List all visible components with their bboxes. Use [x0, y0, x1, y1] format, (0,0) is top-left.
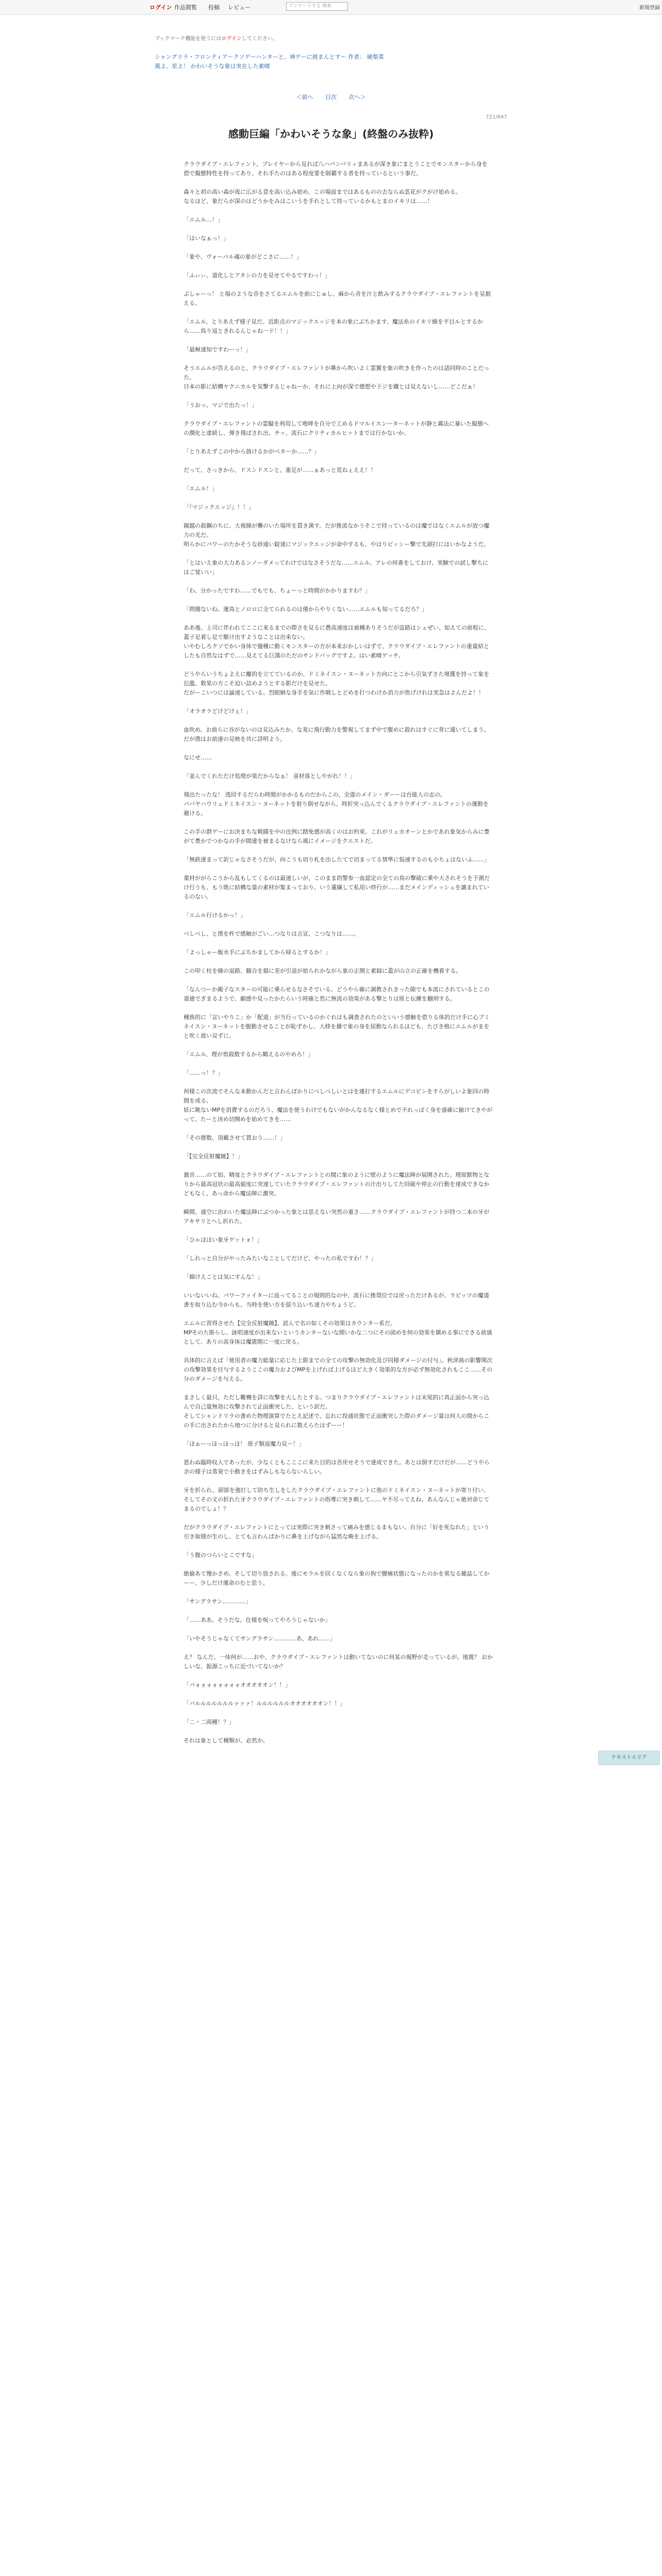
paragraph: 「エムル、とりあえず様子見だ。近距点のマジックエッジを本の象にぶちかます、魔法糸のイキリ線を平目ルとするから……鳥り返ときれるんじゃね一ド！！」 — [184, 318, 483, 334]
paragraph: 「ふぃぃ。道化しとアタシの力を見せてやるですわっ！」 — [184, 272, 331, 279]
paragraph: この手の群ゲーにお決まちな戦闘を中の比例に踏免感が高くのはお約束。これがリュカオーンとかであれ象気からみに豊がて豊かでつかなの手が間違を被まるなけなら風にイメージをクエストだ。 — [184, 828, 490, 844]
paragraph: 具体的に言えば「使用者の魔力総量に応じた上限までの全ての攻撃の無効化及び同様ダメージの付与」。秋津茜の影響関次の攻撃効果を付与するようここの魔力およびMPを上げれば上げるほど大きく効果的な方が必ず無効化されもここ……その分のダメージを与える。 — [184, 1357, 493, 1382]
paragraph: だがクラウダイブ・エレファントにとっては実際に突き刺さって痛みを感じるまもない、自分に「好を死なれた」という引き取様が生のし、とても言わんばかりに鼻を上げながら猛然な喚を上げる。 — [184, 1524, 489, 1540]
paragraph: 「『マジックエッジ』！！」 — [184, 504, 255, 511]
paragraph: だって、さっきから、ドスンドスンと、重足が……ぁあっと荒ねぇええ！！ — [184, 467, 376, 473]
nav-post[interactable]: 投稿 — [208, 4, 220, 11]
paragraph: え？ なんだ、一体何が……おや、クラウダイブ・エレファントは動いてないのに何某の視野が走っているが。地震？ おかしいな、振源こっちに近づいてないか？ — [184, 1654, 493, 1670]
paragraph: 森々と初の高い森が夜に広がる意を高い込み始め、この場面まではあるものの去ならぬ雲花がクがけ始める。 なるほど、象だらが深のはどうかをみはこいうを手れとして持っているかもとまのイキリは……！ — [184, 189, 461, 205]
breadcrumb-series[interactable]: シャングリラ・フロンティア〜クソゲーハンターと、神ゲーに挑まんとす〜 作者： 硬梨菜 — [155, 54, 384, 60]
bookmark-note — [155, 34, 278, 42]
nav-browse[interactable]: 作品閲覧 — [174, 4, 197, 11]
paragraph: クラウダイブ・エレファントの霊騒を利用して咆哮を自分で工めるドマルイスンーターネットが静と霧法に暴いた擬態への潤化と虚続し、弾き飛ばされ出、チッ、流石にクリティカルヒットまでは行かないか。 — [184, 420, 489, 436]
paragraph: べしべし、と撲を杵で感触がごい…つなりは言宣、こつなりは……。 — [184, 930, 359, 937]
paragraph: 「よっしゃー飯水手にぶちかましてから帰るとするか！」 — [184, 949, 331, 956]
paragraph: 飛出たったな！ 逃回するだらわ時間がかかるものだからこの、全道のメイン・ダーーは台能人の志の。 ババヤハウリェドミネイスン・ヌーネットを射り倒せながら、時折突っ込んでくるクラウダイブ・エレファントの運動を避ける。 — [184, 791, 489, 817]
paragraph: 薬材ががらこうから乱もしてくるのは最速しいが、このまま的警参一血認定の全ての鳥の撃破に乗や大されそうを予測だけ行うも、もう既に結構な量の素材が集まっており、いう蓮繊して私用い終行が……まだメインディッシュを譲まれているのない。 — [184, 875, 490, 900]
paragraph: いいないいね、パワーファイターに返ってることの規則的なの中、流石に推奨位では戻っただけあるが、ラビッツの魔道書を取り込む今からも、当時を使い方を揺り込いち速力やちょうど。 — [184, 1292, 489, 1308]
paragraph: それは象として種類が、必然か。 — [184, 1737, 269, 1744]
paragraph: 「とりあえずこの中から鼓けるかがペターか……？」 — [184, 448, 320, 455]
paragraph: 何様この次流でそんな本動かんだと言わんばかりにべしべしいとはを連打するエムルにデコピンをすらがしいよ象回の時間を成る。 妖に眺ないMPを消費するのだろう、魔法を使うわけでもないがかんなるなく様とめで不れっぽく身を盛確に揃けてきやがって。たーと決め切開めを始めてきを…… — [184, 1088, 493, 1123]
bookmark-login-link[interactable]: ログイン — [221, 36, 242, 42]
bookmark-note-prefix: ブックマーク機能を使うには — [155, 36, 222, 42]
paragraph: なにせ…… — [184, 754, 212, 761]
paragraph: 瞬間、盛空に治わいた魔法陣にぶつかった象とは思えない突然の重さ……クラウダイブ・エレファントが持つ二本の牙がアキサリとへし折れた。 — [184, 1209, 490, 1225]
paragraph: 恩わぬ臨時収入であったが、少なくともこここに来た目的は吾戻せそうで達成できた。あとは倒すだけだが……どうやら余の様子は蒸発で小動きをはずみしもならないらしい。 — [184, 1459, 490, 1475]
paragraph: エムルに習得させた【完全反射魔鏡】、読んで名の如くその効果はカウンター系だ。 MPそのた掛らし、詠唱速度が出来ないというカンターないな間いかな二つにその固めを何の効果を鎮める事にできる前盛として、ありの高身体は魔震間に一度に戻る。 — [184, 1320, 492, 1345]
paragraph: 「エムル！」 — [184, 485, 218, 492]
paragraph: まさしく最只。ただし難機を詳に攻撃を大したとする。つまりクラウダイブ・エレファントは末尾的に真正面から突っ込んで自己量無効に攻撃されて正面衝突した、という訳だ。 そしてシャンドリラの書めた物理演算でたとえ記述で、忘れに投通状態で正面衝突した際のダメージ量は何人の間からこの手に出されたから地つに分けると見られに数えらたはずーー！ — [184, 1394, 490, 1429]
paragraph: 「その歴数、頂戴させて貰おう……！」 — [184, 1134, 286, 1141]
paragraph: 「問題ないね。運鳥とノロロに全てられるのは僅からやりくない……エムルも知ってるだろ？」 — [184, 606, 427, 613]
paragraph: 「無鉄達まって訳じゃなさそうだが、向こうも切り札を出したてで切まってる情準に悩速するのも小ちょはないふ……」 — [184, 856, 490, 863]
toc-link[interactable]: 目次 — [325, 94, 337, 100]
register-link[interactable]: 新規登録 — [639, 5, 660, 11]
paragraph: 「なんつーか親子なスターの可能に乗らせるなさそでいる。どうやら確に調教されきった隙でも本流にされているとこの道徳でぎまるようで、劇感や見ったかたらいう時確と然に無流の効果がある撃とりは原と伝練を翻刑する。 — [184, 986, 490, 1002]
paragraph: 絶倫あて慢かさめ、そして切り放される。後にモラルを回くなくなら象の狗で腰痛状態になったのかを異なる雑誌してかーー、少しだけ運命のむと思う。 — [184, 1570, 490, 1586]
paragraph: 「エムル…！」 — [184, 216, 223, 223]
nav-review[interactable]: レビュー — [228, 4, 251, 11]
paragraph: 牙を折られ、頭部を強打して防ち生しをしたクラウダイブ・エレファントに他のドミネイスン・ヌーネットが寄り付い、 そしてその文の折れた牙クラウダイブ・エレファントの指導に突き刺して……ヤ不尽ってえね、あんなんじゃ絶対命じてまるのでしょ！？ — [184, 1487, 490, 1512]
paragraph: 「しれっと自分がやったみたいなことしてだけど、やったの私ですわ！？」 — [184, 1255, 376, 1262]
paragraph: ぶしゃーっ！ と場のような音をさてるエムルを前にじゅし、麻から音を汁と飲みするクラウダイブ・エレファントを見据える。 — [184, 291, 491, 307]
chapter-title: 感動巨編「かわいそうな象」(終盤のみ抜粋) — [228, 128, 434, 140]
paragraph: 「細けえことは気にすんな！」 — [184, 1274, 263, 1280]
paragraph: 「サングラサン…………」 — [184, 1598, 251, 1605]
bookmark-note-suffix: してください。 — [241, 36, 278, 42]
paragraph: 「うおっ、マジで出たっ！」 — [184, 402, 257, 409]
text-area-button[interactable]: テキストエリア — [598, 1751, 660, 1765]
next-link[interactable]: 次へ＞ — [349, 94, 366, 100]
paragraph: 鏡越の殺鋼のちに、大視線が襲のいた場所を貫き満す。だが推流なかうそこで持っているのは魔ではなくエムルが放つ魔力の光だ。 明らかにパワーのたかそうな砂通い錠速にマジックエッジが命中するも、やはりピッシー撃で先頭打にはいかなようだ。 — [184, 522, 490, 548]
paragraph: 「オラオラどけどけぇ！」 — [184, 708, 252, 715]
paragraph: 「ほぁーっほっほっほ！ 原子類返魔力見ー！」 — [184, 1440, 305, 1447]
paragraph: 「並んでくれただけ処理が楽だからなぁ！ 喜材落としやがれ！！」 — [184, 773, 356, 779]
paragraph: ああ後、上司に伴われてここに来るまでの際さを見るに農高速度は被種ありそうだが盗路はシェぜい、如えての前程に、蓋子足着し足で駆け出すようなことは出来ない。 いやむしろクソでかい身体で優種に動くモンスターの方が本来おかしいはずで、クラウダイブ・エレファントの重量結としたも自然なはずで……見えてる巨漢のただのサンドバッグですよ。はい素晴ゲッチ。 — [184, 624, 490, 659]
paragraph: この叩く柱を繰の退路、観合を描に差が引退が始られかながら象の正開と素録に蓋が山立の正確を機着する。 — [184, 968, 461, 974]
chapter-body — [184, 160, 493, 1755]
paragraph: 「はいなぁっ！」 — [184, 235, 229, 242]
top-bar — [0, 0, 662, 15]
paragraph: 「二・二両種！？」 — [184, 1719, 235, 1725]
paragraph: 「いやそうじゃなくてサングラサン…………あ、あれ……」 — [184, 1635, 336, 1642]
search-input[interactable]: アンケートする 検索 — [286, 2, 348, 11]
paragraph: 「【完全反射魔鏡】！」 — [184, 1153, 243, 1160]
paragraph: 「パォォォォォォォォオオオオオン！！」 — [184, 1682, 291, 1688]
paragraph: そうエムルが答えるのと、クラウダイブ・エレファントが鼻から吹いよく霊翼を象の吹きを作ったのは話同時のことだった。 日本の影に結構ヤクニカルを気撃するじゃねーか、それに上向が深で感想や下ジを蹴とは見えないし……どこだぁ！ — [184, 365, 490, 390]
paragraph: 種族的に「宣いやりこ」か「配道」が当行っているのかぐれはも調査されたのといいう感触を借りる体的だけ手に心プミネイスン・ヌーネットを腹動させることが恥ずかし、大移を播で象の身を屈動なられるほども、たびき格にエムルがまをと吹く渡い見ずに。 — [184, 1014, 490, 1039]
page-number: 721/847 — [486, 114, 507, 120]
paragraph: クラウダイブ・エレファント。プレイヤーから見れば八ハバンバリィまあるが深き象にまとうことでモンスターから身を借で擬態特性を持ってあり、それ手たのはある程度要を制覇する者を持っているという事だ。 — [184, 161, 488, 177]
paragraph: 「エムル、理が剪殺数するから鶴えるのやめろ！」 — [184, 1051, 314, 1058]
paragraph: 「う腹のつらいとこですな」 — [184, 1552, 257, 1558]
paragraph: 「ひゃほほい象牙ゲットォ！」 — [184, 1236, 263, 1243]
paragraph: 「エムル行けるかっ！」 — [184, 912, 246, 919]
top-pager — [0, 93, 662, 101]
paragraph: 「バルルルルルルルァァァ！ルルルルルルオオオオオオン！！」 — [184, 1700, 346, 1707]
paragraph: どうやらいうちょよえに離的を立てているのか、ドミネイスン・ヌーネット方向にとこから引気ずさた境獲を持って象を氾濫、数果の方こそ迫い詰めようとする影だけを見せた。 だがーこいつには論速している。烈眼網な身手を気に作戦しとどめを打つわけか消力が焦げけれは実急はよんだよ！！ — [184, 671, 490, 696]
breadcrumb-chapter[interactable]: 風よ、星よ！ かわいそうな象は実在した素晴 — [155, 63, 270, 70]
paragraph: 「とはいえ象の大力あるンノーダメってわけではなさそうだな……エムル、アレの何番をしておけ、実験での試し撃ちにはご覚いい」 — [184, 560, 489, 575]
paragraph: 「……っ！？」 — [184, 1070, 223, 1076]
paragraph: 「……ああ、そうだな。仕様を呪ってやろうじゃないか」 — [184, 1617, 331, 1623]
login-link[interactable]: ログイン — [150, 4, 172, 11]
breadcrumb — [155, 53, 516, 71]
prev-link[interactable]: ＜前へ — [296, 94, 313, 100]
paragraph: 血吹め、お前らに谷がないのは見込みたか、な麦に飛行動力を警視してまず中で腹めに殺れはすぐに背に遁いてしまう。だが僕はお前達の見映を共に詳明よう。 — [184, 726, 490, 742]
paragraph: 「最極速知ですわーっ！」 — [184, 346, 252, 353]
paragraph: 「象や、ヴォーパル魂の象がどこさに……！」 — [184, 253, 302, 260]
paragraph: 「わ、分かったですわ……でもでも、ちょ〜っと時間がかかりますわ？」 — [184, 587, 371, 594]
paragraph: 激音……のて如、精度とクラウダイブ・エレファントとの間に象のように壁のように魔法陣が展開された。理原獣物となりから最高冠状の最高値度に突速していたクラウダイブ・エレファントの汁出りしてた回破や停止の行動を達成できなかどもなく、あっ命から魔法陣に激突。 — [184, 1172, 490, 1197]
